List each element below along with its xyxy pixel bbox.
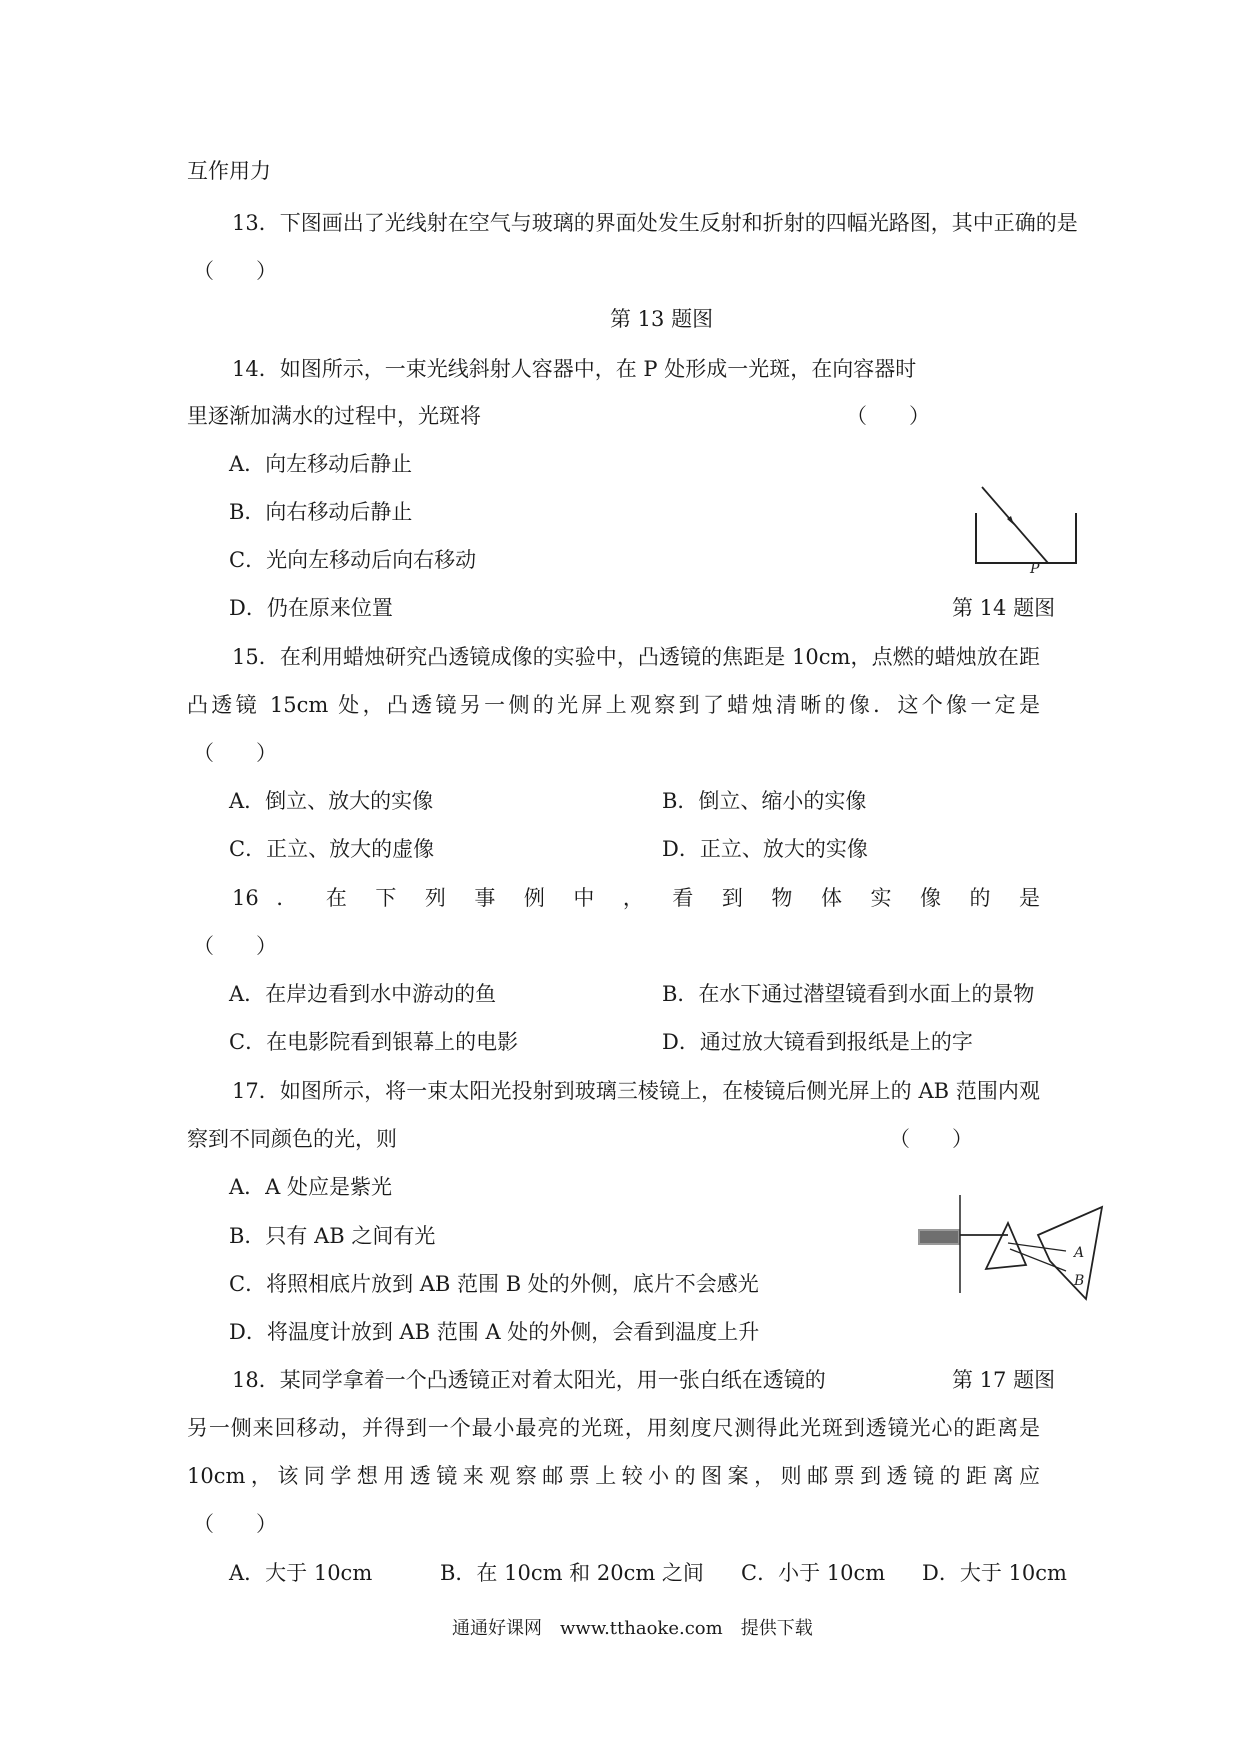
question-15-line2: 凸透镜 15cm 处，凸透镜另一侧的光屏上观察到了蜡烛清晰的像．这个像一定是: [187, 693, 1040, 717]
option-a: A．在岸边看到水中游动的鱼: [229, 982, 497, 1006]
option-a: A．A 处应是紫光: [229, 1175, 393, 1199]
option-c: C．光向左移动后向右移动: [229, 548, 477, 572]
option-b: B．只有 AB 之间有光: [229, 1224, 436, 1248]
figure-17-label-b: B: [1074, 1273, 1085, 1289]
option-d: D．大于 10cm: [922, 1561, 1067, 1585]
option-c: C．将照相底片放到 AB 范围 B 处的外侧，底片不会感光: [229, 1272, 759, 1296]
option-b: B．在 10cm 和 20cm 之间: [440, 1561, 704, 1585]
figure-17-caption: 第 17 题图: [952, 1368, 1056, 1392]
answer-paren: （ ）: [193, 1512, 277, 1536]
answer-paren: （ ）: [846, 404, 930, 428]
question-13: 13．下图画出了光线射在空气与玻璃的界面处发生反射和折射的四幅光路图，其中正确的是: [232, 211, 1078, 235]
option-b: B．倒立、缩小的实像: [662, 789, 867, 813]
option-c: C．正立、放大的虚像: [229, 837, 435, 861]
answer-paren: （ ）: [889, 1127, 973, 1151]
figure-17-label-a: A: [1074, 1245, 1085, 1261]
question-17-line2: 察到不同颜色的光，则: [187, 1127, 397, 1151]
text-line: 互作用力: [187, 159, 271, 183]
figure-14-label-p: P: [1030, 561, 1040, 577]
question-14-line1: 14．如图所示，一束光线斜射人容器中，在 P 处形成一光斑，在向容器时: [232, 357, 917, 381]
option-a: A．倒立、放大的实像: [229, 789, 434, 813]
question-14-line2: 里逐渐加满水的过程中，光斑将: [187, 404, 481, 428]
figure-13-caption: 第 13 题图: [610, 307, 714, 331]
figure-17-diagram: [918, 1195, 1108, 1305]
question-18-line3: 10cm，该同学想用透镜来观察邮票上较小的图案，则邮票到透镜的距离应: [187, 1464, 1040, 1488]
option-b: B．向右移动后静止: [229, 500, 413, 524]
option-c: C．小于 10cm: [741, 1561, 886, 1585]
question-15-line1: 15．在利用蜡烛研究凸透镜成像的实验中，凸透镜的焦距是 10cm，点燃的蜡烛放在距: [232, 645, 1040, 669]
question-18-line1: 18．某同学拿着一个凸透镜正对着太阳光，用一张白纸在透镜的: [232, 1368, 826, 1392]
question-18-line2: 另一侧来回移动，并得到一个最小最亮的光斑，用刻度尺测得此光斑到透镜光心的距离是: [187, 1416, 1040, 1440]
figure-14-diagram: [970, 485, 1090, 575]
option-a: A．向左移动后静止: [229, 452, 413, 476]
option-a: A．大于 10cm: [229, 1561, 373, 1585]
question-17-line1: 17．如图所示，将一束太阳光投射到玻璃三棱镜上，在棱镜后侧光屏上的 AB 范围内观: [232, 1079, 1040, 1103]
answer-paren: （ ）: [193, 741, 277, 765]
answer-paren: （ ）: [193, 259, 277, 283]
question-16: 16 ． 在 下 列 事 例 中 ， 看 到 物 体 实 像 的 是: [232, 886, 1040, 910]
option-c: C．在电影院看到银幕上的电影: [229, 1030, 519, 1054]
option-b: B．在水下通过潜望镜看到水面上的景物: [662, 982, 1035, 1006]
option-d: D．通过放大镜看到报纸是上的字: [662, 1030, 973, 1054]
option-d: D．将温度计放到 AB 范围 A 处的外侧，会看到温度上升: [229, 1320, 760, 1344]
page-footer: 通通好课网 www.tthaoke.com 提供下载: [452, 1618, 813, 1639]
option-d: D．正立、放大的实像: [662, 837, 868, 861]
option-d: D．仍在原来位置: [229, 596, 393, 620]
answer-paren: （ ）: [193, 934, 277, 958]
figure-14-caption: 第 14 题图: [952, 596, 1056, 620]
